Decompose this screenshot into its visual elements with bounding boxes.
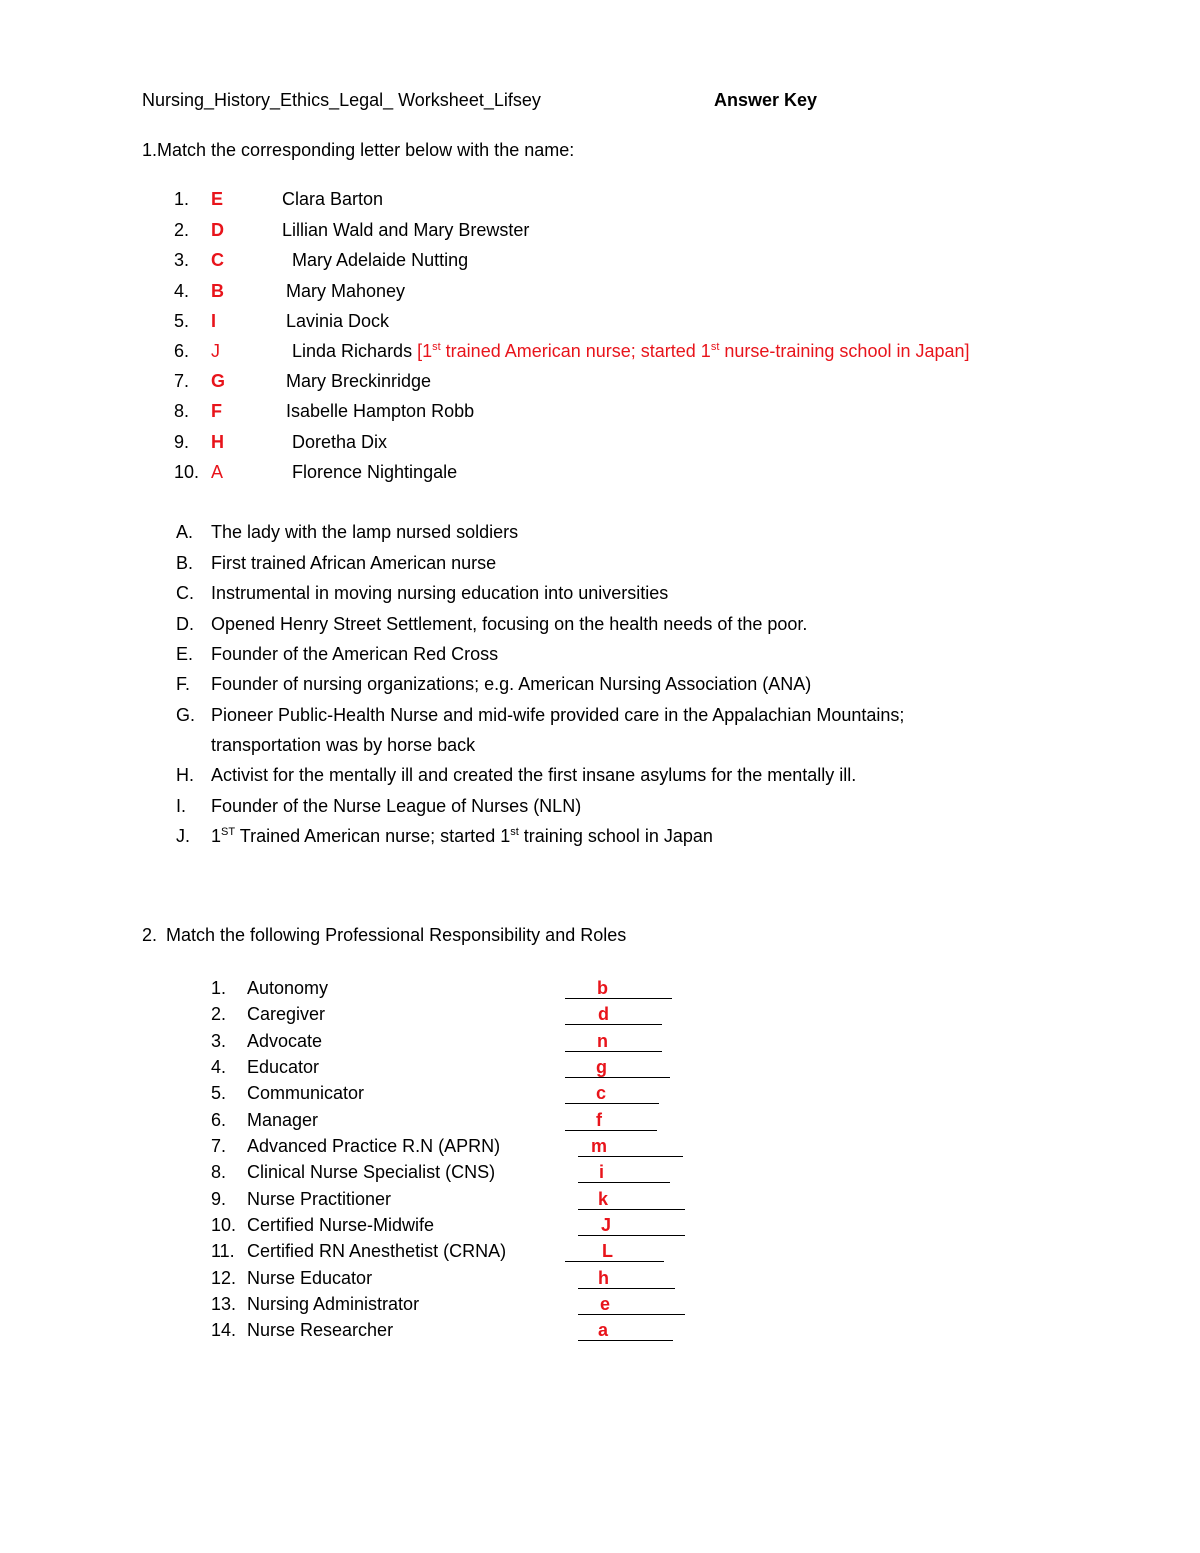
item-number: 6. (211, 1110, 227, 1130)
linda-richards-line (292, 340, 970, 362)
nurse-name: Doretha Dix (292, 432, 388, 452)
nurse-name: Lillian Wald and Mary Brewster (282, 220, 530, 240)
role-label: Manager (247, 1110, 319, 1130)
role-label: Nurse Researcher (247, 1320, 394, 1340)
description-letter: J. (176, 826, 191, 846)
nurse-name: Mary Breckinridge (286, 371, 432, 391)
answer-letter: A (211, 462, 224, 482)
answer-letter: e (600, 1294, 611, 1314)
answer-letter: H (211, 432, 224, 452)
answer-letter: B (211, 281, 224, 301)
description-letter: E. (176, 644, 194, 664)
nurse-name: Isabelle Hampton Robb (286, 401, 475, 421)
description-text: Founder of the American Red Cross (211, 644, 499, 664)
nurse-name: Florence Nightingale (292, 462, 458, 482)
description-letter: H. (176, 765, 194, 785)
description-text: 1ST Trained American nurse; started 1st training school in Japan (211, 826, 713, 846)
answer-letter: D (211, 220, 224, 240)
answer-letter: m (591, 1136, 608, 1156)
answer-letter: d (598, 1004, 609, 1024)
description-letter: C. (176, 583, 194, 603)
role-label: Nurse Practitioner (247, 1189, 392, 1209)
item-number: 1. (174, 189, 190, 209)
nurse-name: Mary Mahoney (286, 281, 406, 301)
item-number: 9. (174, 432, 190, 452)
role-label: Advocate (247, 1031, 323, 1051)
answer-key-label: Answer Key (714, 90, 818, 110)
description-text: Founder of the Nurse League of Nurses (NLN) (211, 796, 582, 816)
item-number: 10. (211, 1215, 237, 1235)
answer-letter: h (598, 1268, 609, 1288)
role-label: Clinical Nurse Specialist (CNS) (247, 1162, 496, 1182)
nurse-name: Lavinia Dock (286, 311, 390, 331)
answer-letter: a (598, 1320, 609, 1340)
description-letter: F. (176, 674, 191, 694)
answer-blank (578, 1215, 685, 1236)
answer-blank (565, 978, 672, 999)
item-number: 8. (211, 1162, 227, 1182)
answer-blank (565, 1057, 670, 1078)
item-number: 11. (211, 1241, 235, 1261)
description-text: First trained African American nurse (211, 553, 497, 573)
item-number: 5. (211, 1083, 227, 1103)
item-number: 10. (174, 462, 200, 482)
role-label: Caregiver (247, 1004, 326, 1024)
description-text: transportation was by horse back (211, 735, 476, 755)
answer-letter: L (602, 1241, 613, 1261)
role-label: Certified Nurse-Midwife (247, 1215, 435, 1235)
item-number: 6. (174, 341, 190, 361)
answer-letter: b (597, 978, 608, 998)
answer-blank (578, 1294, 685, 1315)
answer-letter: J (211, 341, 220, 361)
answer-blank (578, 1268, 675, 1289)
nurse-name: Mary Adelaide Nutting (292, 250, 469, 270)
answer-blank (565, 1031, 662, 1052)
answer-letter: k (598, 1189, 609, 1209)
item-number: 13. (211, 1294, 237, 1314)
description-text: Opened Henry Street Settlement, focusing on the health needs of the poor. (211, 614, 808, 634)
answer-letter: E (211, 189, 224, 209)
answer-letter: C (211, 250, 224, 270)
answer-blank (578, 1189, 685, 1210)
item-number: 2. (174, 220, 190, 240)
linda-richards-note: [1st trained American nurse; started 1st nurse-training school in Japan] (417, 341, 970, 361)
role-label: Nurse Educator (247, 1268, 373, 1288)
answer-letter: G (211, 371, 226, 391)
role-label: Communicator (247, 1083, 365, 1103)
role-label: Certified RN Anesthetist (CRNA) (247, 1241, 507, 1261)
description-letter: B. (176, 553, 194, 573)
description-text: Founder of nursing organizations; e.g. American Nursing Association (ANA) (211, 674, 812, 694)
answer-blank (565, 1004, 662, 1025)
answer-blank (565, 1083, 659, 1104)
role-label: Advanced Practice R.N (APRN) (247, 1136, 501, 1156)
item-number: 8. (174, 401, 190, 421)
role-label: Nursing Administrator (247, 1294, 420, 1314)
item-number: 12. (211, 1268, 237, 1288)
answer-blank (578, 1320, 673, 1341)
answer-letter: I (211, 311, 217, 331)
answer-blank (578, 1136, 683, 1157)
item-number: 2. (211, 1004, 227, 1024)
description-text: The lady with the lamp nursed soldiers (211, 522, 519, 542)
nurse-name: Clara Barton (282, 189, 384, 209)
description-letter: G. (176, 705, 196, 725)
section1-prompt: 1.Match the corresponding letter below with the name: (142, 140, 575, 160)
answer-letter: c (596, 1083, 607, 1103)
description-text: Pioneer Public-Health Nurse and mid-wife provided care in the Appalachian Mountains; (211, 705, 905, 725)
item-number: 4. (211, 1057, 227, 1077)
answer-letter: n (597, 1031, 608, 1051)
answer-letter: F (211, 401, 222, 421)
role-label: Educator (247, 1057, 320, 1077)
answer-blank (565, 1241, 664, 1262)
answer-letter: i (599, 1162, 605, 1182)
item-number: 7. (211, 1136, 227, 1156)
nurse-name: Linda Richards (292, 341, 413, 361)
description-letter: D. (176, 614, 194, 634)
description-text: Activist for the mentally ill and created the first insane asylums for the mentally ill. (211, 765, 857, 785)
description-text: Instrumental in moving nursing education into universities (211, 583, 669, 603)
item-number: 5. (174, 311, 190, 331)
description-letter: I. (176, 796, 187, 816)
answer-letter: J (601, 1215, 612, 1235)
answer-letter: f (596, 1110, 602, 1130)
role-label: Autonomy (247, 978, 329, 998)
answer-blank (565, 1110, 657, 1131)
item-number: 9. (211, 1189, 227, 1209)
item-number: 4. (174, 281, 190, 301)
answer-letter: g (596, 1057, 607, 1077)
item-number: 1. (211, 978, 227, 998)
description-letter: A. (176, 522, 194, 542)
item-number: 3. (174, 250, 190, 270)
section2-prompt-text: Match the following Professional Responsibility and Roles (166, 925, 627, 945)
item-number: 7. (174, 371, 190, 391)
item-number: 3. (211, 1031, 227, 1051)
item-number: 14. (211, 1320, 237, 1340)
worksheet-title: Nursing_History_Ethics_Legal_ Worksheet_Lifsey (142, 90, 541, 110)
answer-blank (578, 1162, 670, 1183)
section2-number: 2. (142, 925, 158, 945)
